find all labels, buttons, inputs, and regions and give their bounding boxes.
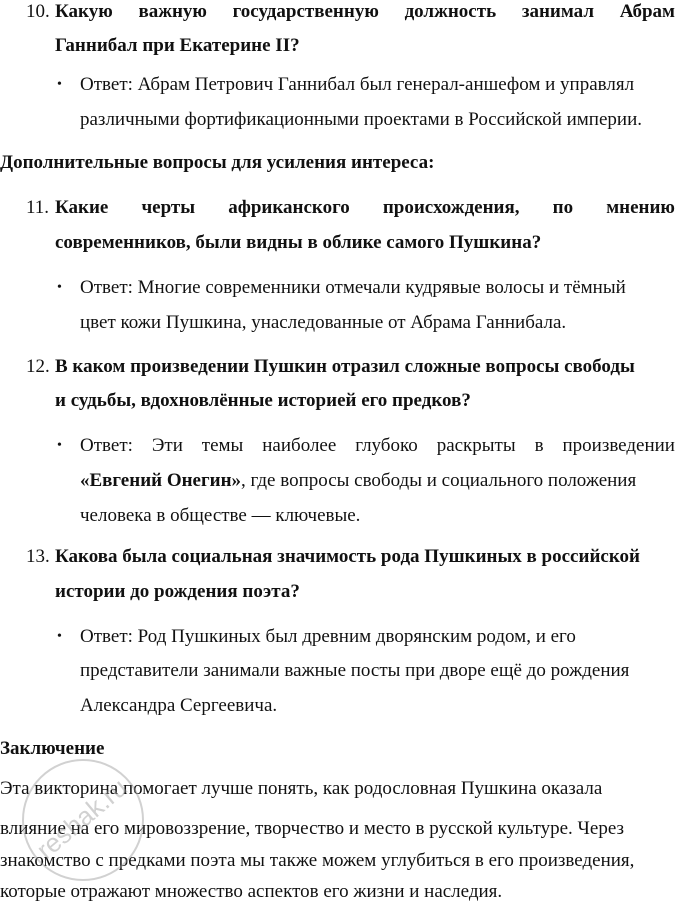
answer-text: Ответ: Род Пушкиных был древним дворянским родом, и его [80,626,576,647]
question-number: 11. [26,197,50,218]
work-title: «Евгений Онегин» [80,470,242,491]
conclusion-text: влияние на его мировоззрение, творчество и место в русской культуре. Через [0,818,625,839]
question-text: истории до рождения поэта? [55,581,300,602]
answer-text: Ответ: Эти темы наиболее глубоко раскрыты в произведении [80,435,675,456]
answer-text: Александра Сергеевича. [80,695,278,716]
question-text: современников, были видны в облике самого Пушкина? [55,232,542,253]
question-text: В каком произведении Пушкин отразил сложные вопросы свободы [55,356,635,377]
answer-text: цвет кожи Пушкина, унаследованные от Абрама Ганнибала. [80,312,567,333]
conclusion-heading: Заключение [0,738,105,759]
question-number: 13. [26,546,50,567]
question-number: 12. [26,356,50,377]
question-text: Какова была социальная значимость рода Пушкиных в российской [55,546,640,567]
watermark-text: reshak.ru [30,772,133,865]
bullet-icon: • [57,77,62,92]
question-text: и судьбы, вдохновлённые историей его предков? [55,390,471,411]
answer-text: различными фортификационными проектами в Российской империи. [80,109,642,130]
question-text: Какие черты африканского происхождения, по мнению [55,197,675,218]
question-number: 10. [26,1,50,22]
bullet-icon: • [57,629,62,644]
bullet-icon: • [57,280,62,295]
conclusion-text: Эта викторина помогает лучше понять, как родословная Пушкина оказала [0,778,603,799]
answer-text: человека в обществе — ключевые. [80,505,361,526]
answer-text: представители занимали важные посты при дворе ещё до рождения [80,660,630,681]
question-text: Ганнибал при Екатерине II? [55,35,300,56]
conclusion-text: знакомство с предками поэта мы также можем углубиться в его произведения, [0,850,635,871]
section-heading: Дополнительные вопросы для усиления интереса: [0,152,435,173]
answer-text: «Евгений Онегин», где вопросы свободы и социального положения [80,470,637,491]
question-text: Какую важную государственную должность занимал Абрам [55,1,675,22]
answer-text: Ответ: Абрам Петрович Ганнибал был генерал-аншефом и управлял [80,74,635,95]
bullet-icon: • [57,438,62,453]
conclusion-text: которые отражают множество аспектов его жизни и наследия. [0,881,503,902]
answer-text: Ответ: Многие современники отмечали кудрявые волосы и тёмный [80,277,626,298]
